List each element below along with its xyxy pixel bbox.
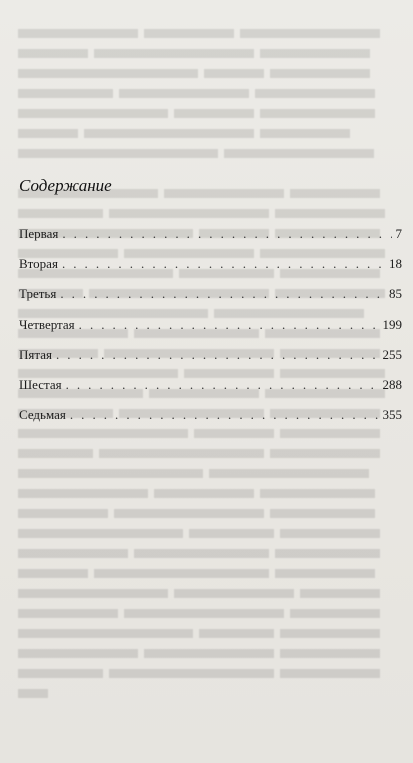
toc-entry-page: 288	[382, 376, 402, 392]
toc-entry-7[interactable]	[19, 407, 402, 437]
toc-entry-title: Вторая	[19, 256, 58, 272]
toc-entry-title: Первая	[19, 226, 59, 241]
toc-entry-page: 85	[389, 286, 402, 302]
dot-leader	[62, 256, 385, 272]
toc-entry-title: Седьмая	[19, 407, 66, 423]
toc-entry-title: Пятая	[19, 346, 52, 362]
toc-list	[19, 226, 402, 437]
toc-entry-page: 18	[389, 256, 402, 272]
dot-leader	[70, 407, 379, 423]
toc-heading: Содержание	[19, 176, 112, 195]
toc-entry-title: Шестая	[19, 376, 62, 392]
toc-entry-page: 7	[395, 226, 402, 241]
toc-entry-2[interactable]	[19, 256, 402, 286]
dot-leader	[60, 286, 385, 302]
toc-entry-6[interactable]	[19, 377, 402, 407]
toc-entry-1[interactable]	[19, 226, 402, 256]
toc-entry-5[interactable]	[19, 347, 402, 377]
toc-entry-title: Третья	[19, 286, 57, 302]
toc-entry-page: 355	[382, 407, 402, 423]
toc-entry-title: Четвертая	[19, 316, 75, 332]
dot-leader	[62, 226, 391, 242]
dot-leader	[66, 377, 379, 393]
toc-entry-4[interactable]	[19, 317, 402, 347]
dot-leader	[56, 347, 379, 363]
toc-entry-3[interactable]	[19, 286, 402, 316]
toc-entry-page: 255	[382, 346, 402, 362]
toc-entry-page: 199	[382, 316, 402, 332]
dot-leader	[79, 317, 379, 333]
